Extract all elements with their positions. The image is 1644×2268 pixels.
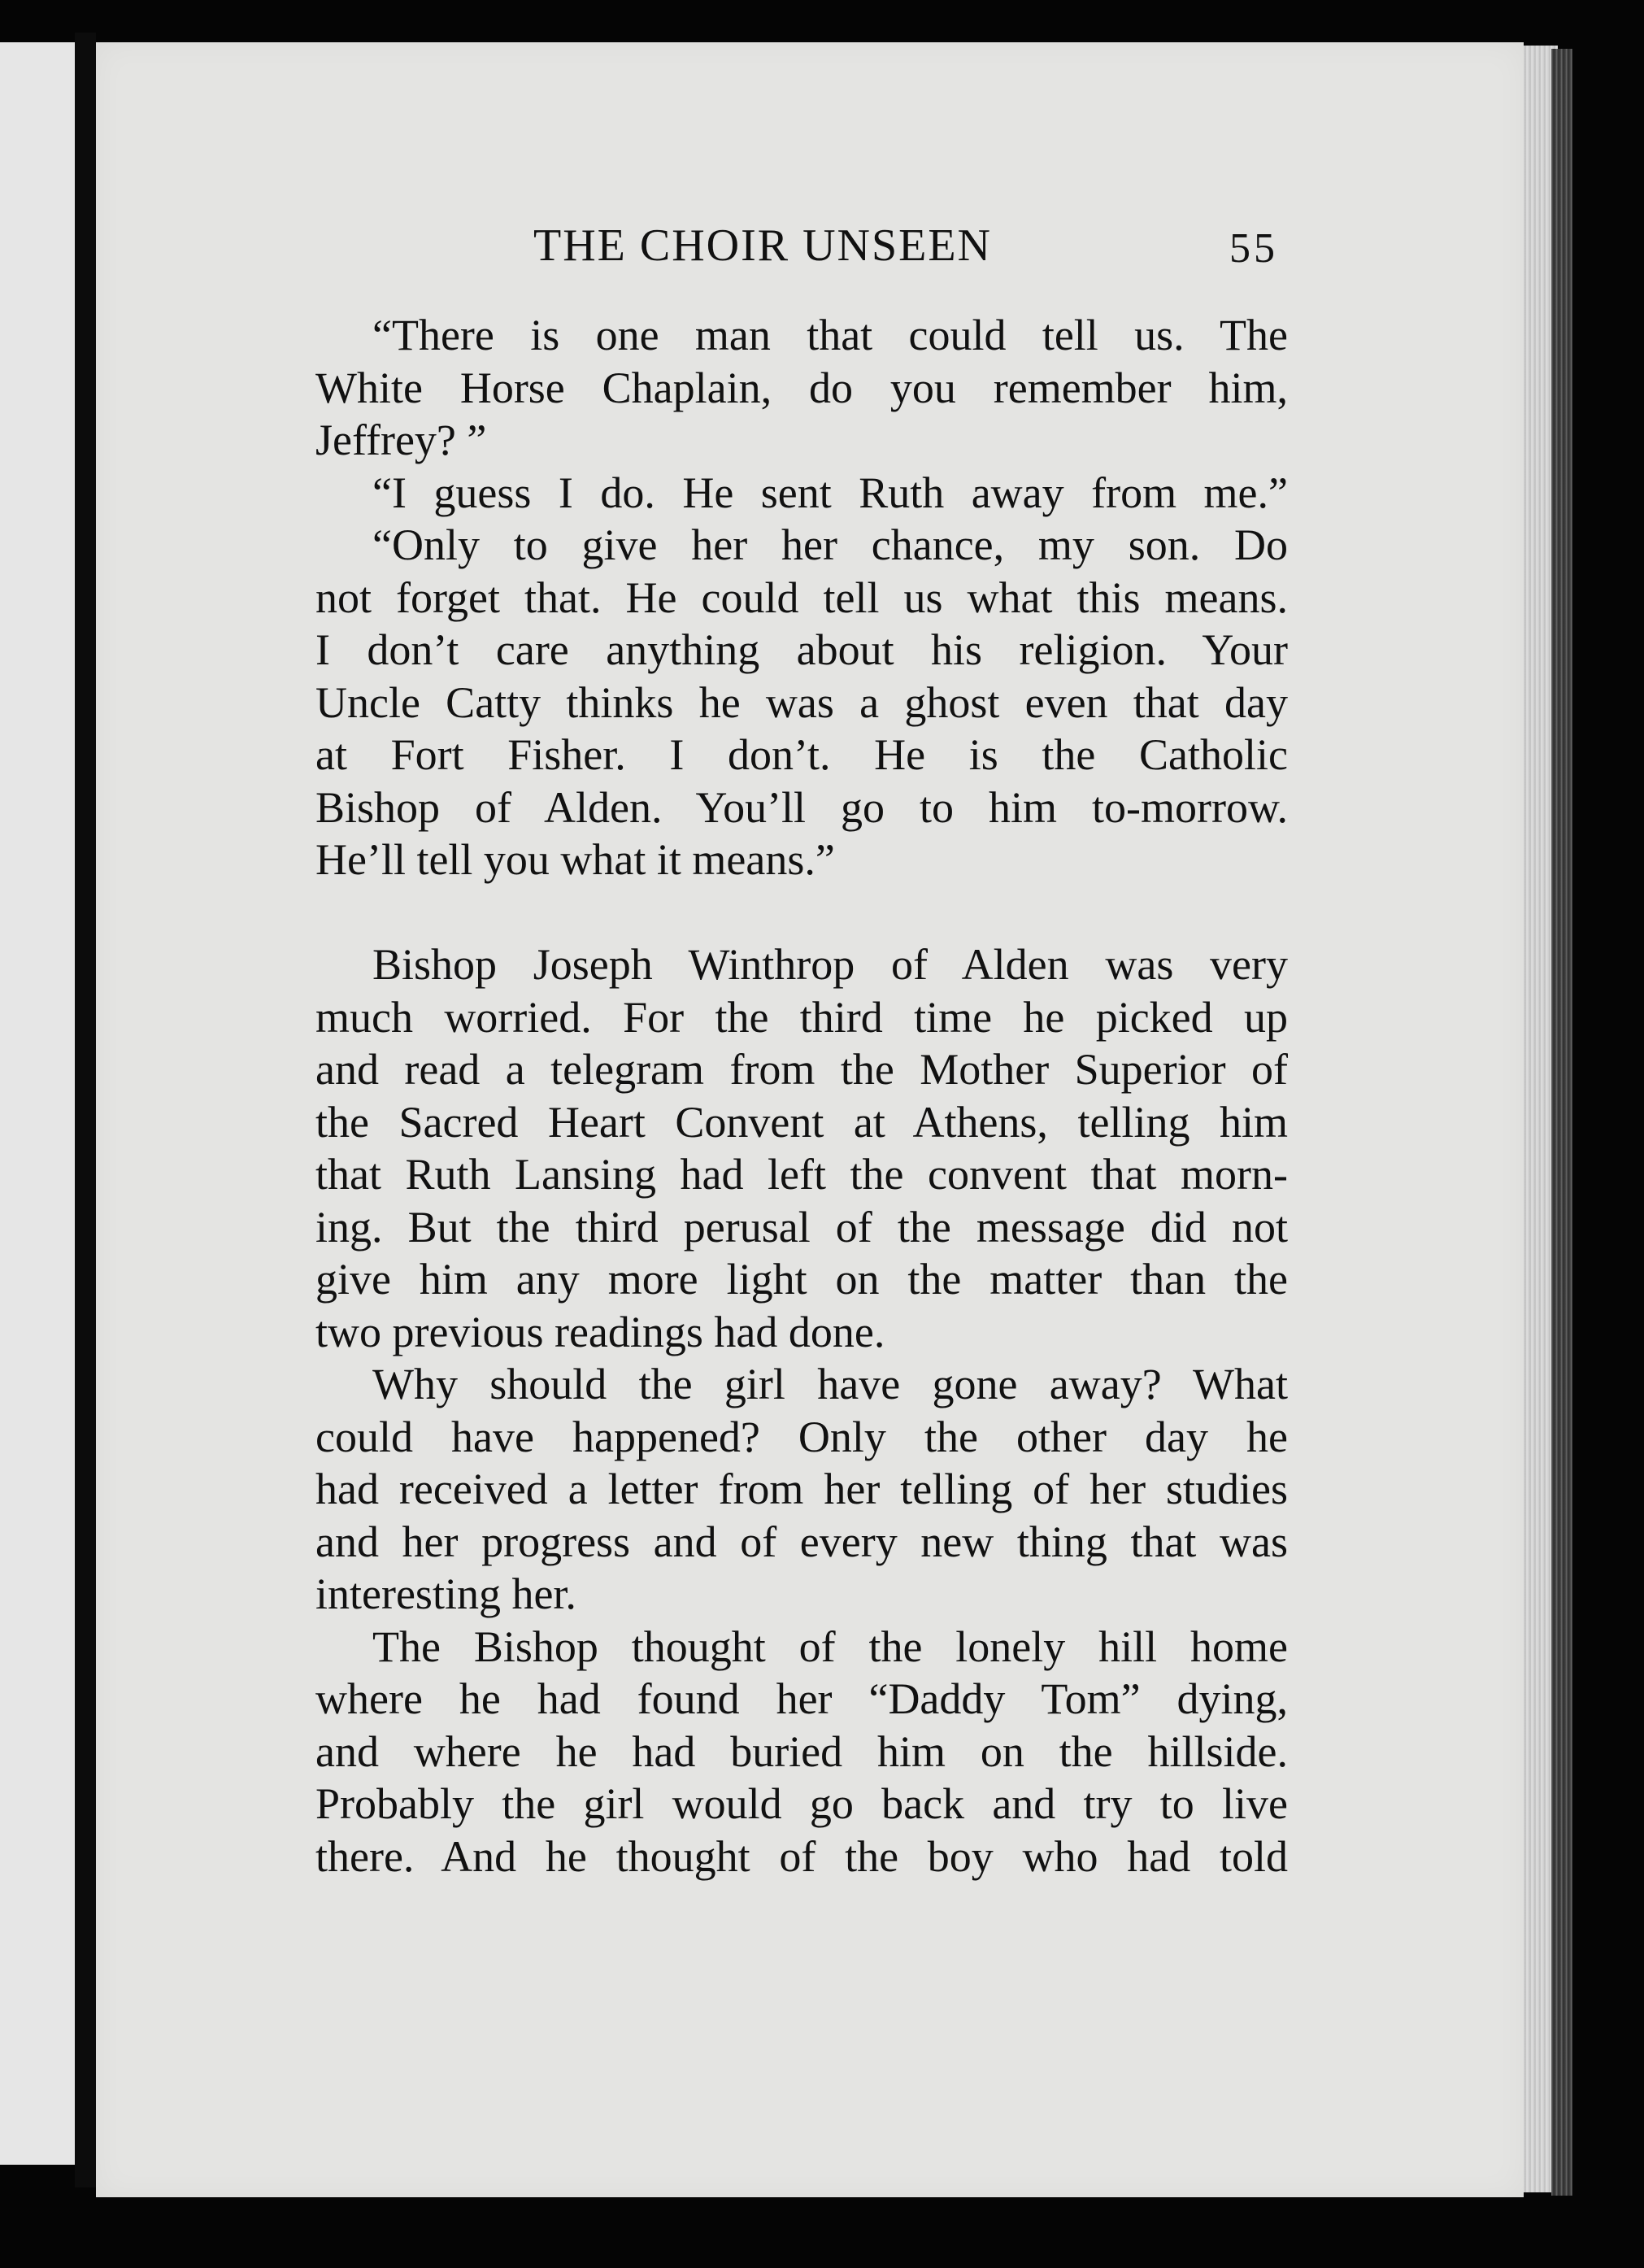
book-cover-edge (1551, 49, 1572, 2196)
text-line: Bishop of Alden. You’ll go to him to-morrow. (315, 782, 1288, 832)
text-line: there. And he thought of the boy who had told (315, 1831, 1288, 1881)
text-line: Why should the girl have gone away? What (372, 1360, 1288, 1408)
facing-page-edge (0, 42, 75, 2165)
text-line: give him any more light on the matter than the (315, 1255, 1288, 1304)
body-text (315, 309, 1288, 1883)
text-line: “I guess I do. He sent Ruth away from me.” (372, 468, 1288, 517)
text-line: had received a letter from her telling of her studies (315, 1465, 1288, 1513)
text-line: “There is one man that could tell us. The (372, 311, 1288, 359)
text-line: could have happened? Only the other day he (315, 1412, 1288, 1461)
text-line: He’ll tell you what it means.” (315, 835, 835, 884)
text-line: at Fort Fisher. I don’t. He is the Catholic (315, 730, 1288, 779)
paragraph-break (315, 886, 1288, 939)
text-line: and read a telegram from the Mother Superior of (315, 1045, 1288, 1094)
text-line: and where he had buried him on the hillside. (315, 1726, 1288, 1776)
text-line: ing. But the third perusal of the message did not (315, 1202, 1288, 1252)
text-line: and her progress and of every new thing that was (315, 1517, 1288, 1566)
text-line: Jeffrey? ” (315, 416, 487, 464)
text-line: The Bishop thought of the lonely hill home (372, 1622, 1288, 1671)
text-line: Uncle Catty thinks he was a ghost even that day (315, 677, 1288, 727)
text-line: not forget that. He could tell us what this means. (315, 572, 1288, 622)
running-title: THE CHOIR UNSEEN (533, 220, 992, 271)
text-line: I don’t care anything about his religion. Your (315, 625, 1288, 674)
text-line: that Ruth Lansing had left the convent that morn- (315, 1150, 1288, 1199)
text-line: the Sacred Heart Convent at Athens, telling him (315, 1097, 1288, 1147)
text-line: much worried. For the third time he picked up (315, 992, 1288, 1042)
text-line: White Horse Chaplain, do you remember him, (315, 363, 1288, 412)
text-line: “Only to give her her chance, my son. Do (372, 520, 1288, 569)
page-header (0, 220, 1644, 276)
text-line: Bishop Joseph Winthrop of Alden was very (372, 940, 1288, 989)
book-gutter (75, 33, 96, 2187)
page-number: 55 (1229, 225, 1278, 272)
text-line: interesting her. (315, 1569, 576, 1618)
text-line: Probably the girl would go back and try to live (315, 1779, 1288, 1828)
text-line: where he had found her “Daddy Tom” dying, (315, 1674, 1288, 1723)
text-line: two previous readings had done. (315, 1307, 885, 1356)
